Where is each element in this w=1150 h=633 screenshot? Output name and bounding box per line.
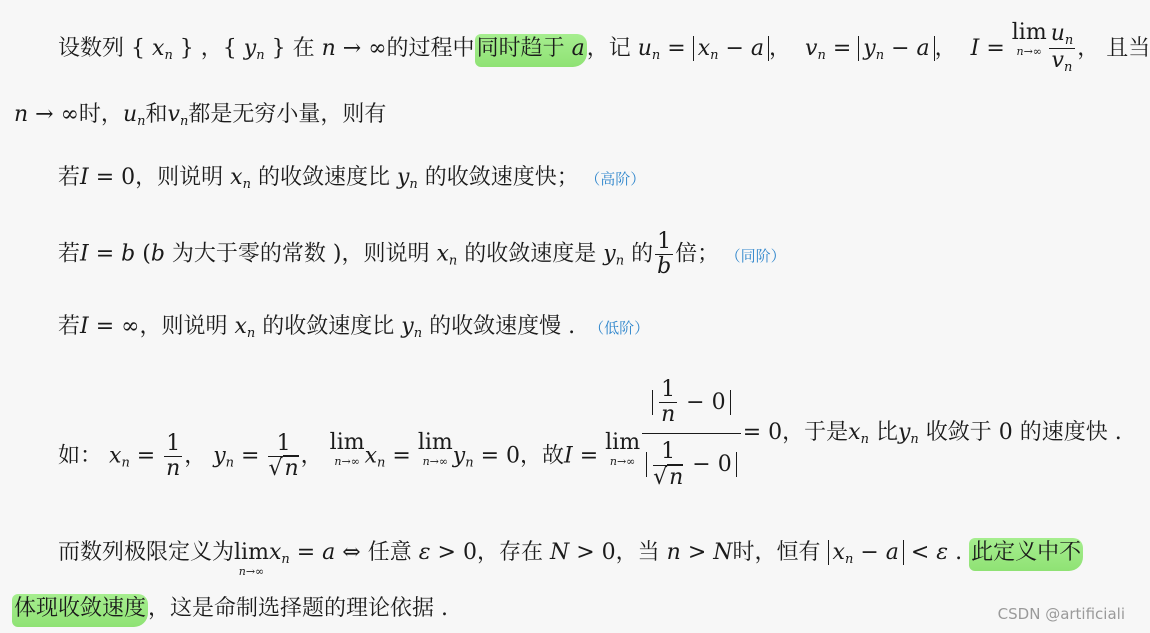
annotation-low: （低阶） [589,319,650,337]
text: 若 [58,165,81,190]
example-right: = 0，于是$x_n$ 比$y_n$ 收敛于 0 的速度快 . [742,420,1122,448]
text: ，则说明 [139,314,228,339]
text: 的 [631,241,654,267]
highlighted-text: 此定义中不 [971,540,1082,565]
last-line [12,598,448,620]
watermark: CSDN @artificiali [997,605,1125,623]
highlight-mark [969,538,1083,571]
fraction-1-over-b: $\frac{1}{b}$ [657,229,672,280]
case-same-order: 若I = b (b 为大于零的常数 )，则说明 $x_n$ 的收敛速度是 $y_n$ 的 $\frac{1}{b}$ 倍； （同阶） [58,229,786,280]
text: 如： [58,443,103,469]
text: 设数列 [58,35,125,61]
annotation-same: （同阶） [733,246,786,265]
text: 任意 [367,540,412,565]
text: 若 [58,314,81,339]
example-line [58,372,1122,496]
paragraph-line-2: n → ∞时，$u_n$和$v_n$都是无穷小量，则有 [14,102,387,129]
highlight-mark: 同时趋于 a [475,34,587,67]
text: 的收敛速度比 [262,314,395,339]
text: 时，恒有 [732,540,821,565]
math-n-to-inf: n → ∞ [321,35,387,61]
text: ，故 [520,443,565,469]
highlighted-text: 体现收敛速度 [14,596,147,621]
paragraph-line-1 [58,22,1150,76]
math-u-def: $u_n = x_n - a$ ， $v_n = y_n - a$ ， I = lim n→∞ $\frac{u_n}{v_n}$ ， [637,20,1100,76]
text: 为大于零的常数 )，则说明 [171,241,430,267]
text: 收敛于 0 的速度快 . [925,420,1122,446]
text: 且当 [1106,35,1150,61]
annotation-high: （高阶） [592,170,646,188]
text: ，于是 [782,420,849,446]
text: 比 [875,420,898,446]
highlighted-text: 同时趋于 [476,35,565,61]
definition-line: 而数列极限定义为lim n→∞ $x_n = a$ ⇔ 任意 ε > 0，存在 N > 0，当 n > N时，恒有 $x_n - a < \varepsilon$ . 此定义中不 [58,540,1082,578]
math-sequence-x: { $x_n$ } ，{ $y_n$ } [131,35,286,63]
text: 的过程中 [386,35,475,61]
math-n-to-inf: n → ∞ [14,102,79,127]
text: 若 [58,241,81,267]
text: ，这是命制选择题的理论依据 . [148,596,449,621]
case-low-order: 若I = ∞，则说明 $x_n$ 的收敛速度比 $y_n$ 的收敛速度慢 . （低阶） [58,314,650,341]
big-fraction: $\frac{1}{n}$ − 0 $\frac{1}{√n}$ − 0 [642,372,741,496]
example-left: 如： $x_n$ = $\frac{1}{n}$ ， $y_n$ = $\frac{1}{√n}$ ， lim n→∞ $x_n = \lim$ n→∞ $y_n = 0$，故I = lim n→∞ [58,430,641,482]
case-high-order: 若I = 0，则说明 $x_n$ 的收敛速度比 $y_n$ 的收敛速度快； （高阶） [58,165,646,192]
text: 和 [145,102,168,127]
text: 时， [78,102,123,127]
text: 的收敛速度快； [424,165,579,190]
text: 都是无穷小量，则有 [188,102,387,127]
text: 而数列极限定义为 [58,540,235,565]
text: ，记 [586,35,631,61]
text: 的收敛速度比 [257,165,390,190]
text: 在 [292,35,315,61]
highlight-mark [12,594,148,627]
text: 倍； [675,241,720,267]
text: ，当 [615,540,660,565]
text: 的收敛速度是 [464,241,597,267]
text: 的收敛速度慢 . [429,314,576,339]
text: ，存在 [476,540,543,565]
text: ，则说明 [135,165,224,190]
